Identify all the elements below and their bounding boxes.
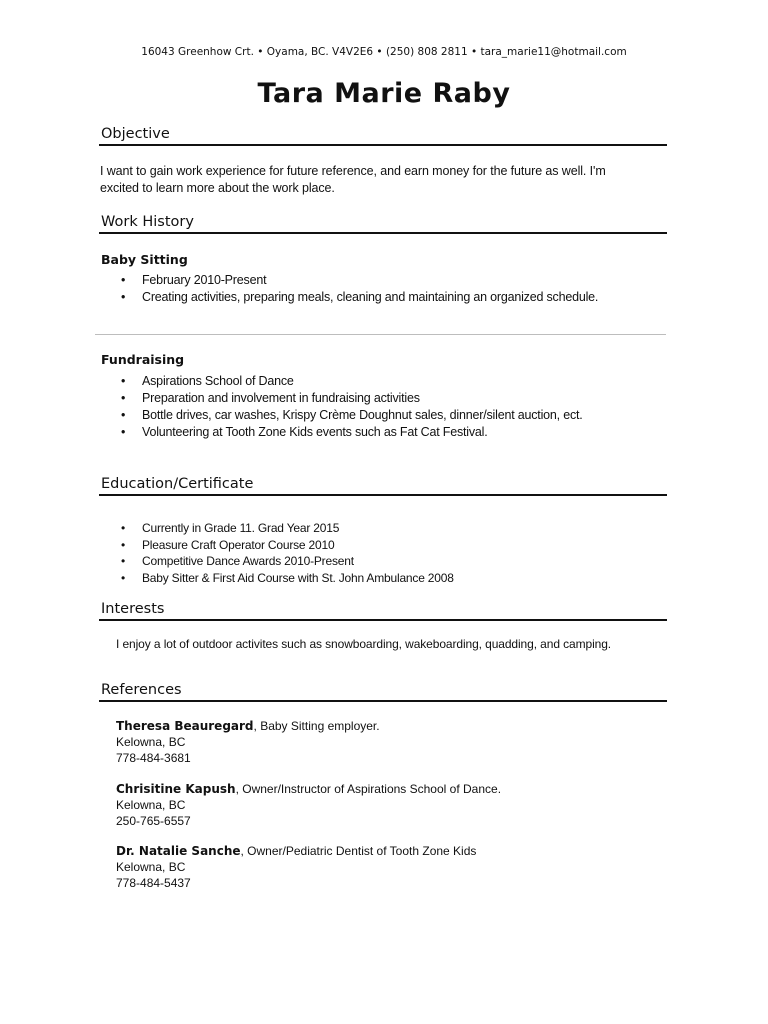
- section-heading-education: Education/Certificate: [99, 476, 667, 496]
- list-item: • Baby Sitter & First Aid Course with St. John Ambulance 2008: [117, 570, 454, 587]
- section-heading-references: References: [99, 682, 667, 702]
- reference-city: Kelowna, BC: [116, 735, 186, 749]
- reference-city: Kelowna, BC: [116, 860, 186, 874]
- education-list: [117, 520, 454, 586]
- interests-text: I enjoy a lot of outdoor activites such as snowboarding, wakeboarding, quadding, and camping.: [116, 637, 612, 651]
- list-item: • February 2010-Present: [117, 272, 598, 289]
- reference-entry: [116, 781, 501, 829]
- contact-line: 16043 Greenhow Crt. • Oyama, BC. V4V2E6 • (250) 808 2811 • tara_marie11@hotmail.com: [141, 46, 627, 58]
- list-item: • Creating activities, preparing meals, cleaning and maintaining an organized schedule.: [117, 289, 598, 306]
- objective-text: I want to gain work experience for future reference, and earn money for the future as well. I'm excited to learn more about the work place.: [100, 164, 606, 195]
- job-title-fundraising: Fundraising: [101, 352, 185, 367]
- list-item: • Preparation and involvement in fundraising activities: [117, 390, 583, 407]
- reference-name: Chrisitine Kapush: [116, 782, 236, 796]
- applicant-name: Tara Marie Raby: [257, 78, 511, 109]
- section-heading-objective: Objective: [99, 126, 667, 146]
- reference-phone: 778-484-3681: [116, 751, 191, 765]
- section-heading-interests: Interests: [99, 601, 667, 621]
- reference-role: , Owner/Pediatric Dentist of Tooth Zone Kids: [240, 844, 477, 858]
- reference-role: , Owner/Instructor of Aspirations School of Dance.: [235, 782, 502, 796]
- reference-entry: [116, 718, 380, 766]
- list-item: • Competitive Dance Awards 2010-Present: [117, 553, 454, 570]
- list-item: • Aspirations School of Dance: [117, 373, 583, 390]
- list-item: • Pleasure Craft Operator Course 2010: [117, 537, 454, 554]
- list-item: • Currently in Grade 11. Grad Year 2015: [117, 520, 454, 537]
- reference-name: Dr. Natalie Sanche: [116, 844, 241, 858]
- reference-city: Kelowna, BC: [116, 798, 186, 812]
- reference-phone: 778-484-5437: [116, 876, 191, 890]
- list-item: • Volunteering at Tooth Zone Kids events such as Fat Cat Festival.: [117, 424, 583, 441]
- reference-phone: 250-765-6557: [116, 814, 191, 828]
- baby-sitting-list: [117, 272, 598, 306]
- reference-entry: [116, 843, 476, 891]
- reference-name: Theresa Beauregard: [116, 719, 254, 733]
- list-item: • Bottle drives, car washes, Krispy Crème Doughnut sales, dinner/silent auction, ect.: [117, 407, 583, 424]
- section-divider: [95, 334, 666, 335]
- job-title-baby-sitting: Baby Sitting: [101, 252, 188, 267]
- fundraising-list: [117, 373, 583, 441]
- section-heading-work-history: Work History: [99, 214, 667, 234]
- reference-role: , Baby Sitting employer.: [253, 719, 380, 733]
